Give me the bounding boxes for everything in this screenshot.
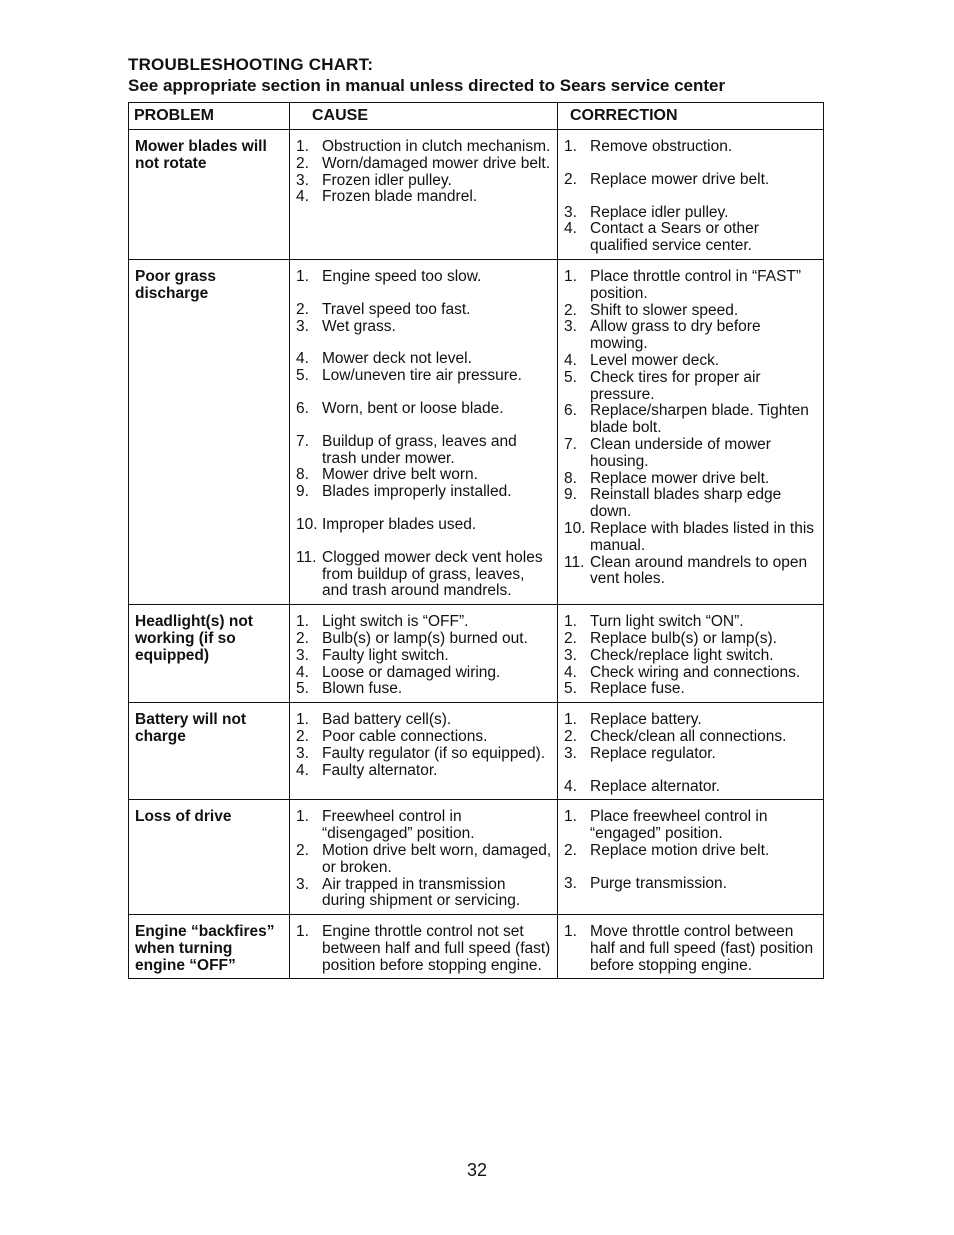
list-item [564, 809, 818, 843]
correction-cell [558, 605, 824, 703]
item-number: 9. [564, 486, 577, 504]
correction-list [564, 712, 818, 795]
item-text: Contact a Sears or other qualified service center. [590, 220, 759, 255]
list-item [296, 319, 552, 336]
item-number: 1. [296, 613, 309, 631]
table-row [129, 800, 824, 915]
correction-list [564, 924, 818, 974]
item-number: 8. [564, 469, 577, 487]
item-number: 1. [296, 267, 309, 285]
list-item [564, 437, 818, 471]
list-item [296, 351, 552, 368]
item-text: Worn, bent or loose blade. [322, 399, 504, 417]
correction-list [564, 614, 818, 698]
item-text: Place freewheel control in “engaged” position. [590, 808, 768, 843]
list-item [564, 172, 818, 189]
item-text: Loose or damaged wiring. [322, 663, 501, 681]
list-item [296, 665, 552, 682]
item-number: 4. [564, 663, 577, 681]
item-number: 5. [296, 680, 309, 698]
item-text: Clogged mower deck vent holes from buildup of grass, leaves, and trash around mandrels. [322, 548, 543, 600]
item-number: 5. [296, 367, 309, 385]
list-item [564, 648, 818, 665]
table-header-row [129, 103, 824, 130]
item-text: Clean around mandrels to open vent holes. [590, 553, 808, 588]
item-text: Air trapped in transmission during shipment or servicing. [322, 875, 521, 910]
item-text: Motion drive belt worn, damaged, or broken. [322, 841, 552, 876]
item-text: Level mower deck. [590, 351, 720, 369]
list-item [564, 370, 818, 404]
item-text: Replace mower drive belt. [590, 469, 770, 487]
correction-cell [558, 915, 824, 979]
item-text: Replace mower drive belt. [590, 170, 770, 188]
item-text: Replace motion drive belt. [590, 841, 770, 859]
list-item [296, 156, 552, 173]
item-text: Replace fuse. [590, 680, 685, 698]
item-number: 11. [564, 553, 585, 571]
correction-column-header: CORRECTION [558, 103, 824, 130]
item-number: 1. [296, 138, 309, 155]
item-number: 9. [296, 483, 309, 501]
cause-cell [290, 915, 558, 979]
list-item [564, 353, 818, 370]
item-text: Check/clean all connections. [590, 727, 787, 745]
cause-cell [290, 130, 558, 260]
list-item [564, 843, 818, 860]
item-number: 2. [564, 629, 577, 647]
cause-cell [290, 800, 558, 915]
item-number: 2. [296, 841, 309, 859]
page-number: 32 [466, 1160, 488, 1180]
item-number: 6. [296, 399, 309, 417]
problem-cell: Poor grass discharge [129, 259, 290, 604]
item-number: 4. [564, 351, 577, 369]
list-item [564, 221, 818, 255]
item-text: Frozen idler pulley. [322, 171, 452, 189]
item-text: Blown fuse. [322, 680, 403, 698]
list-item [296, 614, 552, 631]
problem-cell: Mower blades will not rotate [129, 130, 290, 260]
item-number: 2. [296, 300, 309, 318]
item-text: Replace battery. [590, 711, 702, 729]
item-text: Reinstall blades sharp edge down. [590, 486, 782, 521]
list-item [296, 809, 552, 843]
list-item [296, 139, 552, 156]
item-text: Faulty alternator. [322, 761, 438, 779]
item-text: Clean underside of mower housing. [590, 435, 771, 470]
item-number: 1. [564, 267, 577, 285]
cause-list [296, 139, 552, 206]
item-number: 10. [564, 519, 586, 537]
list-item [296, 302, 552, 319]
list-item [296, 484, 552, 501]
item-text: Bulb(s) or lamp(s) burned out. [322, 629, 528, 647]
list-item [296, 877, 552, 911]
list-item [296, 517, 552, 534]
list-item [564, 139, 818, 156]
chart-title: TROUBLESHOOTING CHART: [128, 55, 374, 74]
list-item [564, 403, 818, 437]
list-item [564, 924, 818, 974]
item-number: 4. [564, 777, 577, 795]
item-number: 3. [296, 646, 309, 664]
item-number: 10. [296, 515, 318, 533]
list-item [296, 189, 552, 206]
item-text: Replace/sharpen blade. Tighten blade bolt. [590, 402, 809, 437]
item-number: 1. [296, 808, 309, 826]
list-item [296, 843, 552, 877]
item-number: 1. [296, 711, 309, 729]
item-number: 3. [296, 744, 309, 762]
item-number: 5. [564, 680, 577, 698]
item-text: Travel speed too fast. [322, 300, 471, 318]
item-text: Allow grass to dry before mowing. [590, 318, 761, 353]
cause-list [296, 924, 552, 974]
item-number: 3. [296, 875, 309, 893]
item-number: 1. [564, 711, 577, 729]
item-text: Move throttle control between half and full speed (fast) position before stopping engine. [590, 923, 814, 974]
item-number: 4. [296, 350, 309, 368]
item-number: 2. [296, 154, 309, 172]
item-number: 3. [564, 874, 577, 892]
troubleshooting-table [128, 102, 824, 979]
item-text: Replace idler pulley. [590, 203, 729, 221]
item-number: 1. [564, 138, 577, 155]
item-text: Faulty regulator (if so equipped). [322, 744, 546, 762]
list-item [564, 876, 818, 893]
list-item [296, 631, 552, 648]
item-number: 4. [296, 188, 309, 206]
list-item [564, 631, 818, 648]
list-item [564, 729, 818, 746]
correction-cell [558, 130, 824, 260]
cause-list [296, 269, 552, 600]
correction-list [564, 269, 818, 588]
correction-cell [558, 800, 824, 915]
item-number: 3. [564, 203, 577, 221]
cause-list [296, 712, 552, 779]
list-item [564, 471, 818, 488]
problem-cell: Headlight(s) not working (if so equipped) [129, 605, 290, 703]
list-item [296, 550, 552, 600]
item-text: Purge transmission. [590, 874, 727, 892]
item-number: 1. [564, 808, 577, 826]
item-number: 2. [564, 301, 577, 319]
list-item [564, 303, 818, 320]
correction-list [564, 139, 818, 255]
item-number: 4. [296, 761, 309, 779]
item-text: Replace bulb(s) or lamp(s). [590, 629, 777, 647]
item-number: 2. [296, 727, 309, 745]
item-text: Frozen blade mandrel. [322, 188, 478, 206]
correction-list [564, 809, 818, 892]
list-item [296, 368, 552, 385]
list-item [296, 434, 552, 468]
list-item [296, 924, 552, 974]
list-item [564, 665, 818, 682]
item-text: Remove obstruction. [590, 138, 733, 155]
item-text: Buildup of grass, leaves and trash under mower. [322, 432, 517, 467]
cause-cell [290, 605, 558, 703]
item-text: Check tires for proper air pressure. [590, 368, 761, 403]
item-number: 6. [564, 402, 577, 420]
item-number: 11. [296, 548, 317, 566]
item-text: Shift to slower speed. [590, 301, 739, 319]
item-text: Replace regulator. [590, 744, 716, 762]
problem-cell: Loss of drive [129, 800, 290, 915]
list-item [296, 763, 552, 780]
item-number: 4. [564, 220, 577, 238]
list-item [564, 269, 818, 303]
cause-cell [290, 259, 558, 604]
list-item [564, 487, 818, 521]
problem-cell: Battery will not charge [129, 703, 290, 800]
list-item [296, 648, 552, 665]
problem-column-header: PROBLEM [129, 103, 290, 130]
item-text: Worn/damaged mower drive belt. [322, 154, 551, 172]
item-text: Obstruction in clutch mechanism. [322, 138, 551, 155]
list-item [564, 555, 818, 589]
item-text: Replace with blades listed in this manual. [590, 519, 815, 554]
correction-cell [558, 259, 824, 604]
list-item [296, 401, 552, 418]
item-text: Blades improperly installed. [322, 483, 512, 501]
item-text: Improper blades used. [322, 515, 477, 533]
item-number: 2. [564, 170, 577, 188]
table-body [129, 130, 824, 979]
item-number: 1. [564, 923, 577, 941]
list-item [296, 467, 552, 484]
item-text: Turn light switch “ON”. [590, 613, 744, 631]
item-number: 7. [296, 432, 309, 450]
item-number: 2. [296, 629, 309, 647]
item-number: 3. [564, 744, 577, 762]
table-row [129, 915, 824, 979]
list-item [296, 173, 552, 190]
item-number: 1. [564, 613, 577, 631]
chart-subtitle: See appropriate section in manual unless directed to Sears service center [128, 76, 726, 95]
item-text: Light switch is “OFF”. [322, 613, 469, 631]
item-text: Low/uneven tire air pressure. [322, 367, 522, 385]
item-text: Replace alternator. [590, 777, 721, 795]
table-row [129, 130, 824, 260]
cause-list [296, 614, 552, 698]
item-text: Mower drive belt worn. [322, 466, 478, 484]
item-number: 3. [296, 317, 309, 335]
list-item [564, 681, 818, 698]
list-item [564, 712, 818, 729]
problem-cell: Engine “backfires” when turning engine “OFF” [129, 915, 290, 979]
item-number: 5. [564, 368, 577, 386]
item-number: 2. [564, 727, 577, 745]
item-text: Bad battery cell(s). [322, 711, 452, 729]
list-item [296, 269, 552, 286]
list-item [296, 746, 552, 763]
table-row [129, 703, 824, 800]
list-item [296, 681, 552, 698]
list-item [564, 614, 818, 631]
item-text: Place throttle control in “FAST” position. [590, 267, 802, 302]
list-item [564, 205, 818, 222]
correction-cell [558, 703, 824, 800]
item-text: Engine throttle control not set between half and full speed (fast) position before stopping engine. [322, 923, 551, 974]
list-item [296, 729, 552, 746]
cause-list [296, 809, 552, 910]
cause-cell [290, 703, 558, 800]
list-item [564, 319, 818, 353]
list-item [564, 521, 818, 555]
list-item [296, 712, 552, 729]
item-number: 2. [564, 841, 577, 859]
item-text: Freewheel control in “disengaged” position. [322, 808, 475, 843]
item-text: Mower deck not level. [322, 350, 472, 368]
item-text: Wet grass. [322, 317, 396, 335]
table-row [129, 259, 824, 604]
item-number: 3. [296, 171, 309, 189]
item-text: Engine speed too slow. [322, 267, 482, 285]
item-number: 3. [564, 646, 577, 664]
cause-column-header: CAUSE [290, 103, 558, 130]
item-text: Faulty light switch. [322, 646, 449, 664]
item-number: 7. [564, 435, 577, 453]
item-text: Check wiring and connections. [590, 663, 801, 681]
table-row [129, 605, 824, 703]
item-text: Check/replace light switch. [590, 646, 774, 664]
item-number: 3. [564, 318, 577, 336]
item-number: 8. [296, 466, 309, 484]
list-item [564, 746, 818, 763]
item-text: Poor cable connections. [322, 727, 488, 745]
list-item [564, 779, 818, 796]
item-number: 4. [296, 663, 309, 681]
item-number: 1. [296, 923, 309, 941]
